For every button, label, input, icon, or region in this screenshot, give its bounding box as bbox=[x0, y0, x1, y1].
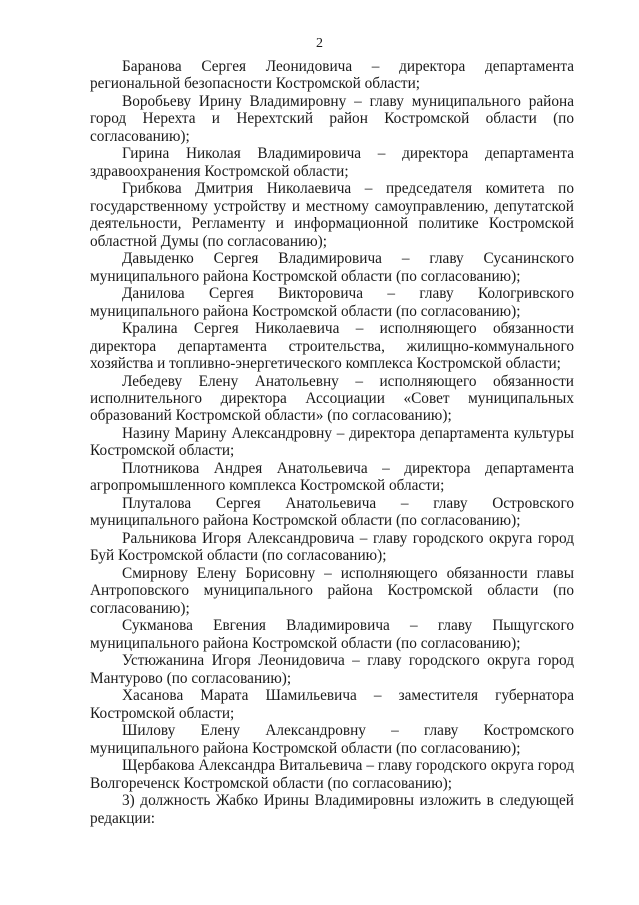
paragraph-shilova: Шилову Елену Александровну – главу Костромского муниципального района Костромской области (по согласованию); bbox=[90, 722, 574, 757]
paragraph-lebedeva: Лебедеву Елену Анатольевну – исполняющего обязанности исполнительного директора Ассоциации «Совет муниципальных образований Костромской области» (по согласованию); bbox=[90, 372, 574, 425]
paragraph-ralnikov: Ральникова Игоря Александровича – главу городского округа город Буй Костромской области (по согласованию); bbox=[90, 530, 574, 565]
paragraph-davydenko: Давыденко Сергея Владимировича – главу Сусанинского муниципального района Костромской области (по согласованию); bbox=[90, 250, 574, 285]
paragraph-shcherbakov: Щербакова Александра Витальевича – главу городского округа город Волгореченск Костромской области (по согласованию); bbox=[90, 757, 574, 792]
paragraph-vorobyeva: Воробьеву Ирину Владимировну – главу муниципального района город Нерехта и Нерехтский район Костромской области (по согласованию); bbox=[90, 93, 574, 145]
paragraph-smirnova: Смирнову Елену Борисовну – исполняющего обязанности главы Антроповского муниципального района Костромской области (по согласованию); bbox=[90, 565, 574, 617]
paragraph-baranov: Баранова Сергея Леонидовича – директора департамента региональной безопасности Костромской области; bbox=[90, 58, 574, 93]
paragraph-gribkov: Грибкова Дмитрия Николаевича – председателя комитета по государственному устройству и местному самоуправлению, депутатской деятельности, Регламенту и информационной политике Костромской областной Думы (по согласованию); bbox=[90, 180, 574, 250]
paragraph-girin: Гирина Николая Владимировича – директора департамента здравоохранения Костромской области; bbox=[90, 145, 574, 180]
paragraph-plotnikov: Плотникова Андрея Анатольевича – директора департамента агропромышленного комплекса Костромской области; bbox=[90, 460, 574, 495]
paragraph-kralin: Кралина Сергея Николаевича – исполняющего обязанности директора департамента строительства, жилищно-коммунального хозяйства и топливно-энергетического комплекса Костромской области; bbox=[90, 320, 574, 373]
document-body bbox=[90, 58, 574, 827]
paragraph-nazina: Назину Марину Александровну – директора департамента культуры Костромской области; bbox=[90, 425, 574, 460]
paragraph-danilov: Данилова Сергея Викторовича – главу Кологривского муниципального района Костромской области (по согласованию); bbox=[90, 285, 574, 320]
paragraph-sukmanov: Сукманова Евгения Владимировича – главу Пыщугского муниципального района Костромской области (по согласованию); bbox=[90, 617, 574, 652]
paragraph-khasanov: Хасанова Марата Шамильевича – заместителя губернатора Костромской области; bbox=[90, 687, 574, 722]
paragraph-plutalov: Плуталова Сергея Анатольевича – главу Островского муниципального района Костромской области (по согласованию); bbox=[90, 495, 574, 530]
paragraph-ustyuzhanin: Устюжанина Игоря Леонидовича – главу городского округа город Мантурово (по согласованию); bbox=[90, 652, 574, 687]
page-number: 2 bbox=[316, 36, 323, 51]
paragraph-item-3: 3) должность Жабко Ирины Владимировны изложить в следующей редакции: bbox=[90, 792, 574, 827]
